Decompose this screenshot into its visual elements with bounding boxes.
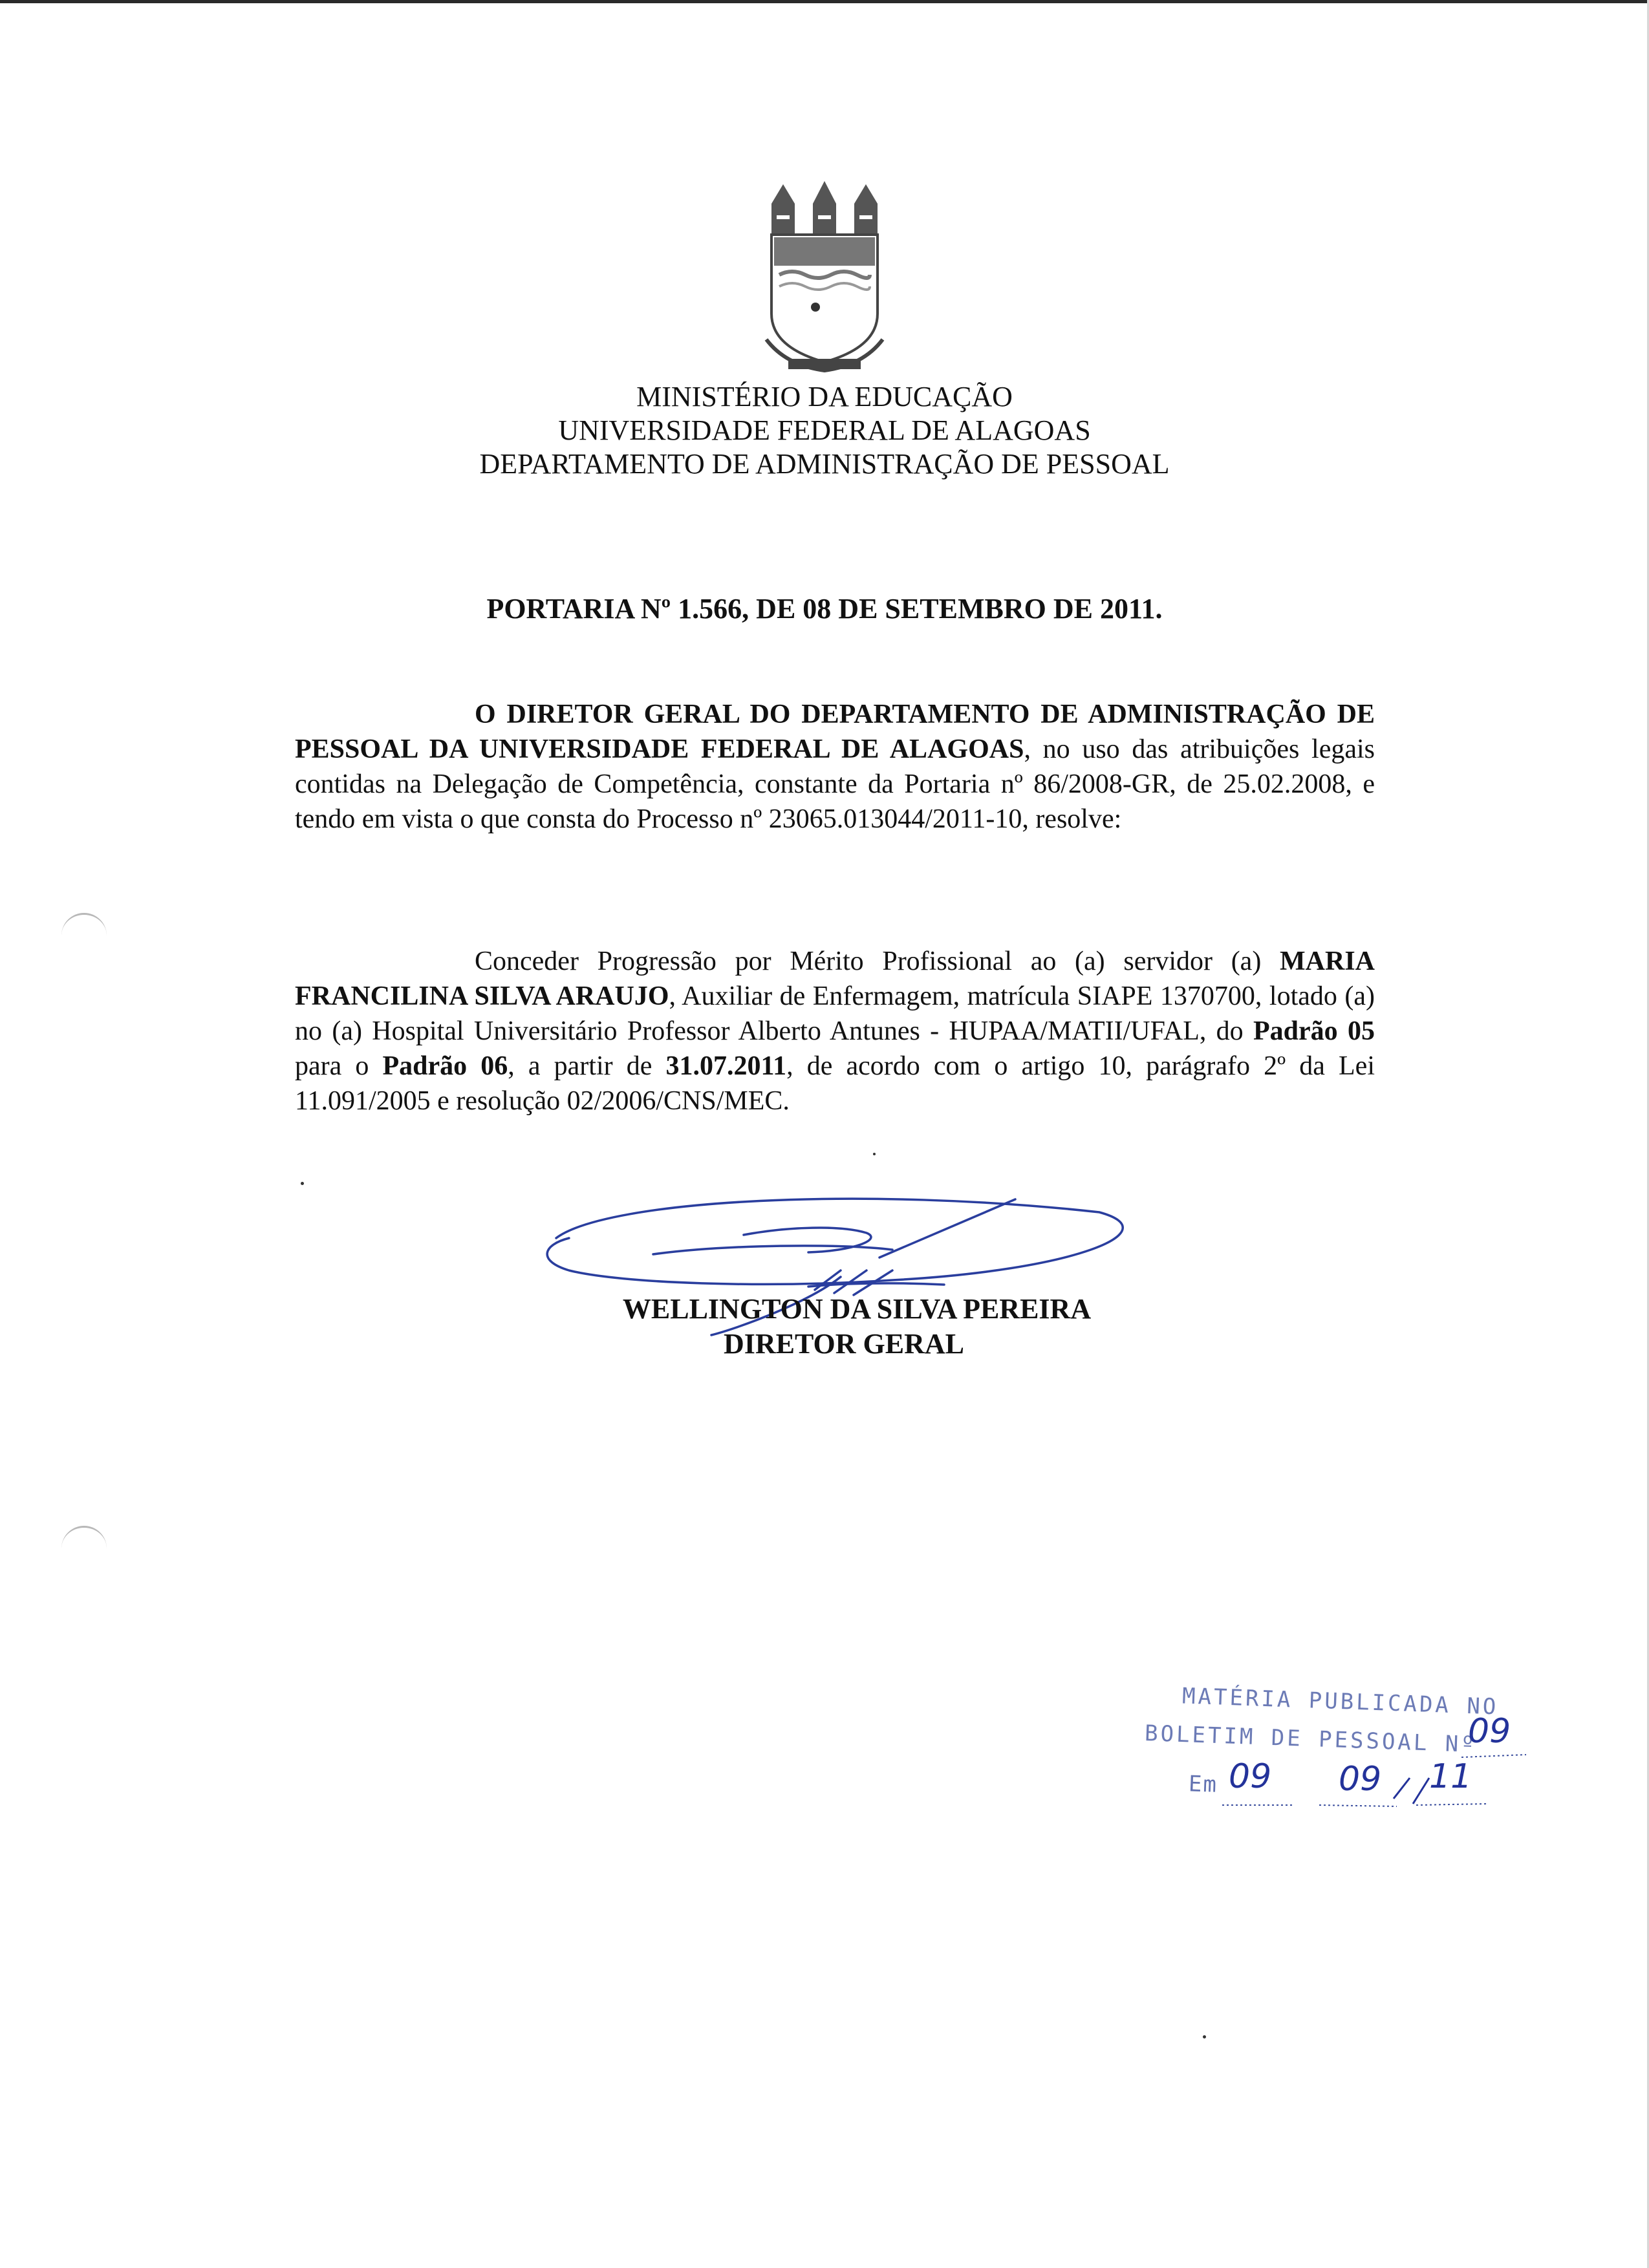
university-crest-logo (760, 178, 889, 385)
stamp-slashes (1394, 1778, 1429, 1804)
dust-speck (301, 1182, 304, 1185)
stamp-year: 11 (1429, 1757, 1472, 1796)
header-ministry: MINISTÉRIO DA EDUCAÇÃO (636, 381, 1013, 412)
punch-hole-mark (61, 1526, 107, 1554)
header-department: DEPARTAMENTO DE ADMINISTRAÇÃO DE PESSOAL (479, 448, 1170, 480)
servant-name: MARIA FRANCILINA SILVA ARAUJO (295, 947, 1375, 1011)
signatory-name: WELLINGTON DA SILVA PEREIRA (622, 1293, 1092, 1325)
body-text-3: para o (295, 1051, 383, 1081)
body-text-4: , a partir de (508, 1051, 666, 1081)
document-title: PORTARIA Nº 1.566, DE 08 DE SETEMBRO DE 2011. (486, 593, 1163, 625)
dust-speck (1203, 2035, 1206, 2038)
preamble-paragraph (295, 697, 1375, 837)
signatory-role: DIRETOR GERAL (723, 1328, 965, 1360)
to-grade: Padrão 06 (382, 1051, 508, 1081)
resolution-paragraph (295, 944, 1375, 1118)
from-grade: Padrão 05 (1253, 1016, 1375, 1046)
body-text-5: , de acordo com o artigo 10, parágrafo 2º da Lei 11.091/2005 e resolução 02/2006/CNS/MEC. (295, 1051, 1375, 1116)
stamp-line-2-text: BOLETIM DE PESSOAL Nº (1144, 1720, 1478, 1758)
signatory-block (0, 1292, 1649, 1362)
stamp-line-3: Em (1188, 1771, 1218, 1798)
dust-speck (873, 1153, 876, 1155)
body-text-2: , Auxiliar de Enfermagem, matrícula SIAPE 1370700, lotado (a) no (a) Hospital Universitário Professor Alberto Antunes - HUPAA/MATII/UFAL, do (295, 981, 1375, 1046)
scan-edge-top (0, 0, 1649, 3)
stamp-bulletin-number: 09 (1468, 1712, 1511, 1751)
publication-stamp (1138, 1681, 1539, 1836)
effective-date: 31.07.2011 (665, 1051, 787, 1081)
preamble-text: , no uso das atribuições legais contidas na Delegação de Competência, constante da Portaria nº 86/2008-GR, de 25.02.2008, e tendo em vista o que consta do Processo nº 23065.013044/2011-10, resolve: (295, 734, 1375, 834)
stamp-line-1: MATÉRIA PUBLICADA NO (1181, 1683, 1499, 1720)
preamble-authority: O DIRETOR GERAL DO DEPARTAMENTO DE ADMINISTRAÇÃO DE PESSOAL DA UNIVERSIDADE FEDERAL DE ALAGOAS (295, 700, 1375, 764)
stamp-day: 09 (1229, 1757, 1272, 1796)
header-university: UNIVERSIDADE FEDERAL DE ALAGOAS (558, 414, 1091, 446)
stamp-month: 09 (1339, 1760, 1382, 1799)
body-text-1: Conceder Progressão por Mérito Profissional ao (a) servidor (a) (475, 947, 1280, 976)
punch-hole-mark (61, 913, 107, 941)
letterhead (0, 380, 1649, 481)
stamp-underlines (1138, 1681, 1539, 1836)
